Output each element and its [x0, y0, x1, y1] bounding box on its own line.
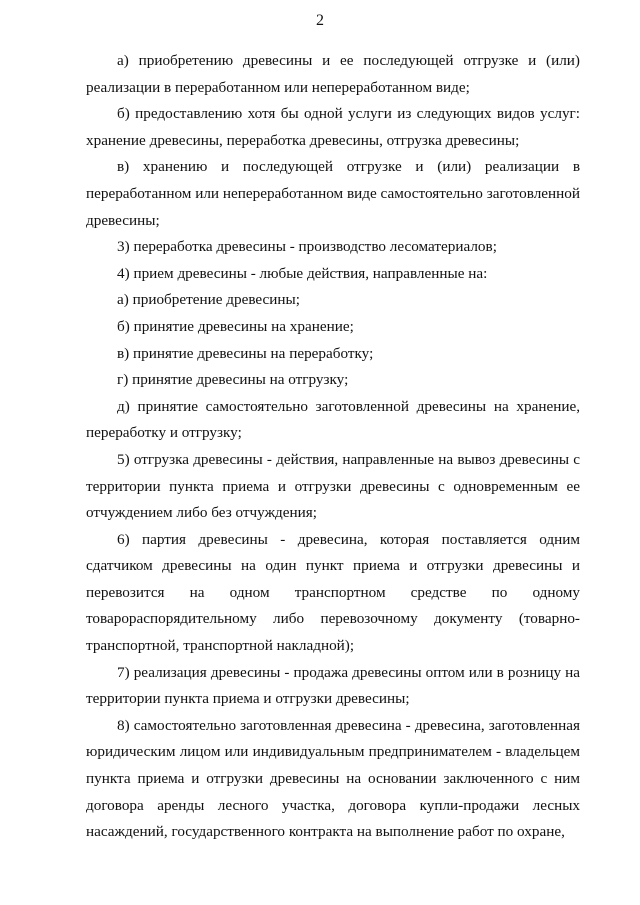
paragraph-3b: б) предоставлению хотя бы одной услуги из следующих видов услуг: хранение древесины, переработка древесины, отгрузка древесины;	[86, 105, 580, 149]
paragraph-definition-3: 3) переработка древесины - производство лесоматериалов;	[117, 238, 497, 256]
paragraph-3a: а) приобретению древесины и ее последующей отгрузке и (или) реализации в переработанном или непереработанном виде;	[86, 52, 580, 96]
paragraph-definition-6: 6) партия древесины - древесина, которая поставляется одним сдатчиком древесины на один пункт приема и отгрузки древесины и перевозится на одном транспортном средстве по одному товарораспорядительному либо перевозочному документу (товарно-транспортной, транспортной накладной);	[86, 530, 580, 655]
paragraph-3c: в) хранению и последующей отгрузке и (или) реализации в переработанном или непереработанном виде самостоятельно заготовленной древесины;	[86, 158, 580, 229]
paragraph-definition-5: 5) отгрузка древесины - действия, направленные на вывоз древесины с территории пункта приема и отгрузки древесины с одновременным ее отчуждением либо без отчуждения;	[86, 450, 580, 522]
paragraph-4c: в) принятие древесины на переработку;	[117, 344, 374, 362]
paragraph-4e: д) принятие самостоятельно заготовленной древесины на хранение, переработку и отгрузку;	[86, 397, 580, 442]
paragraph-definition-8: 8) самостоятельно заготовленная древесина - древесина, заготовленная юридическим лицом или индивидуальным предпринимателем - владельцем пункта приема и отгрузки древесины на основании заключенного с ним договора аренды лесного участка, договора купли-продажи лесных насаждений, государственного контракта на выполнение работ по охране,	[86, 716, 580, 841]
document-body	[86, 48, 580, 846]
paragraph-definition-4: 4) прием древесины - любые действия, направленные на:	[117, 264, 488, 282]
paragraph-4a: а) приобретение древесины;	[117, 291, 300, 309]
paragraph-4b: б) принятие древесины на хранение;	[117, 317, 354, 335]
paragraph-4d: г) принятие древесины на отгрузку;	[117, 371, 349, 389]
page-number: 2	[316, 12, 324, 29]
paragraph-definition-7: 7) реализация древесины - продажа древесины оптом или в розницу на территории пункта приема и отгрузки древесины;	[86, 663, 580, 708]
